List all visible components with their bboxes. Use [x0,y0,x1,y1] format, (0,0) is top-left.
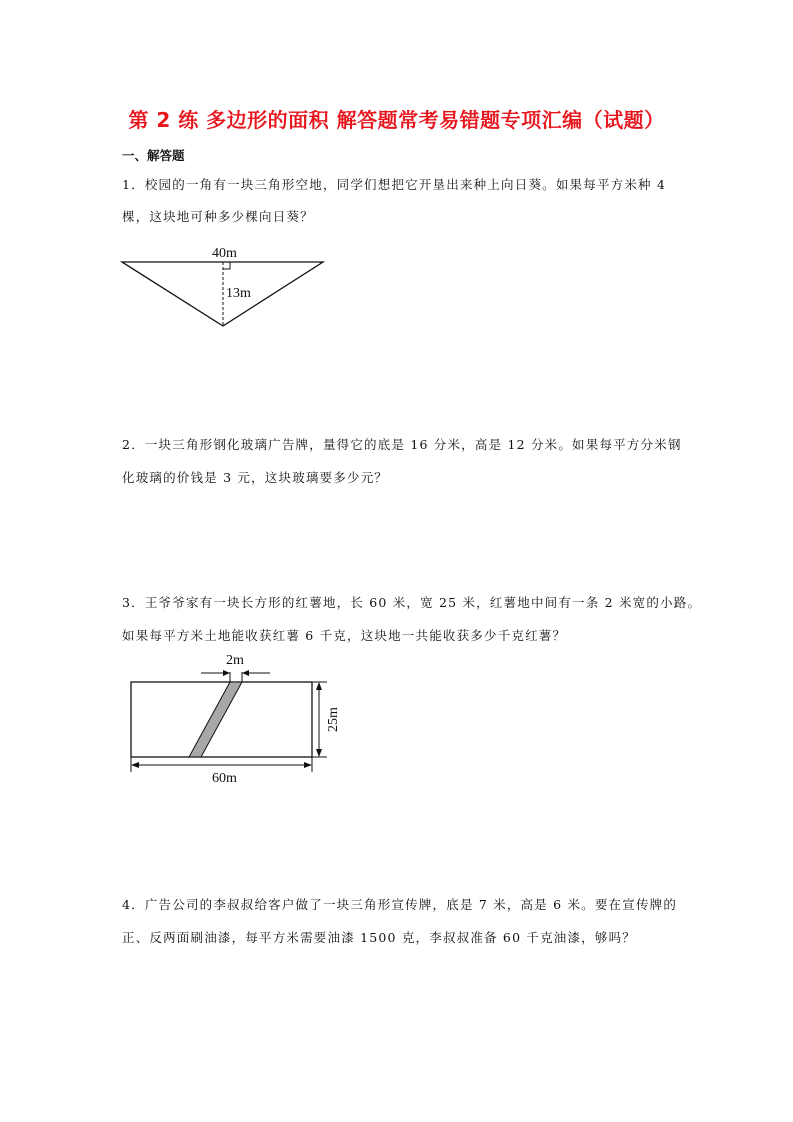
section-heading: 一、解答题 [122,148,185,163]
question-1-line-2: 棵，这块地可种多少棵向日葵？ [122,209,314,224]
page-title: 第 2 练 多边形的面积 解答题常考易错题专项汇编（试题） [128,108,665,132]
path-strip [189,682,242,757]
arrowhead [242,670,249,676]
right-angle-mark [223,262,230,269]
length-label: 60m [212,771,237,786]
arrowhead [316,682,322,690]
question-2-line-1: 2．一块三角形钢化玻璃广告牌，量得它的底是 16 分米，高是 12 分米。如果每平方分米钢 [122,437,682,452]
question-3-line-2: 如果每平方米土地能收获红薯 6 千克，这块地一共能收获多少千克红薯？ [122,628,567,643]
question-2-line-2: 化玻璃的价钱是 3 元，这块玻璃要多少元？ [122,470,389,485]
width-label: 25m [326,707,341,732]
question-4-line-1: 4．广告公司的李叔叔给客户做了一块三角形宣传牌，底是 7 米，高是 6 米。要在宣传牌的 [122,897,678,912]
triangle-figure [122,246,323,326]
path-width-label: 2m [226,653,244,668]
height-label: 13m [226,286,251,301]
rectangle-figure [131,653,341,786]
question-1-line-1: 1．校园的一角有一块三角形空地，同学们想把它开垦出来种上向日葵。如果每平方米种 4 [122,177,667,192]
arrowhead [304,762,312,768]
question-3-line-1: 3．王爷爷家有一块长方形的红薯地，长 60 米，宽 25 米，红薯地中间有一条 2 米宽的小路。 [122,595,702,610]
arrowhead [131,762,139,768]
question-4-line-2: 正、反两面刷油漆，每平方米需要油漆 1500 克，李叔叔准备 60 千克油漆，够吗？ [122,930,637,945]
base-label: 40m [212,246,237,261]
arrowhead [223,670,230,676]
arrowhead [316,749,322,757]
